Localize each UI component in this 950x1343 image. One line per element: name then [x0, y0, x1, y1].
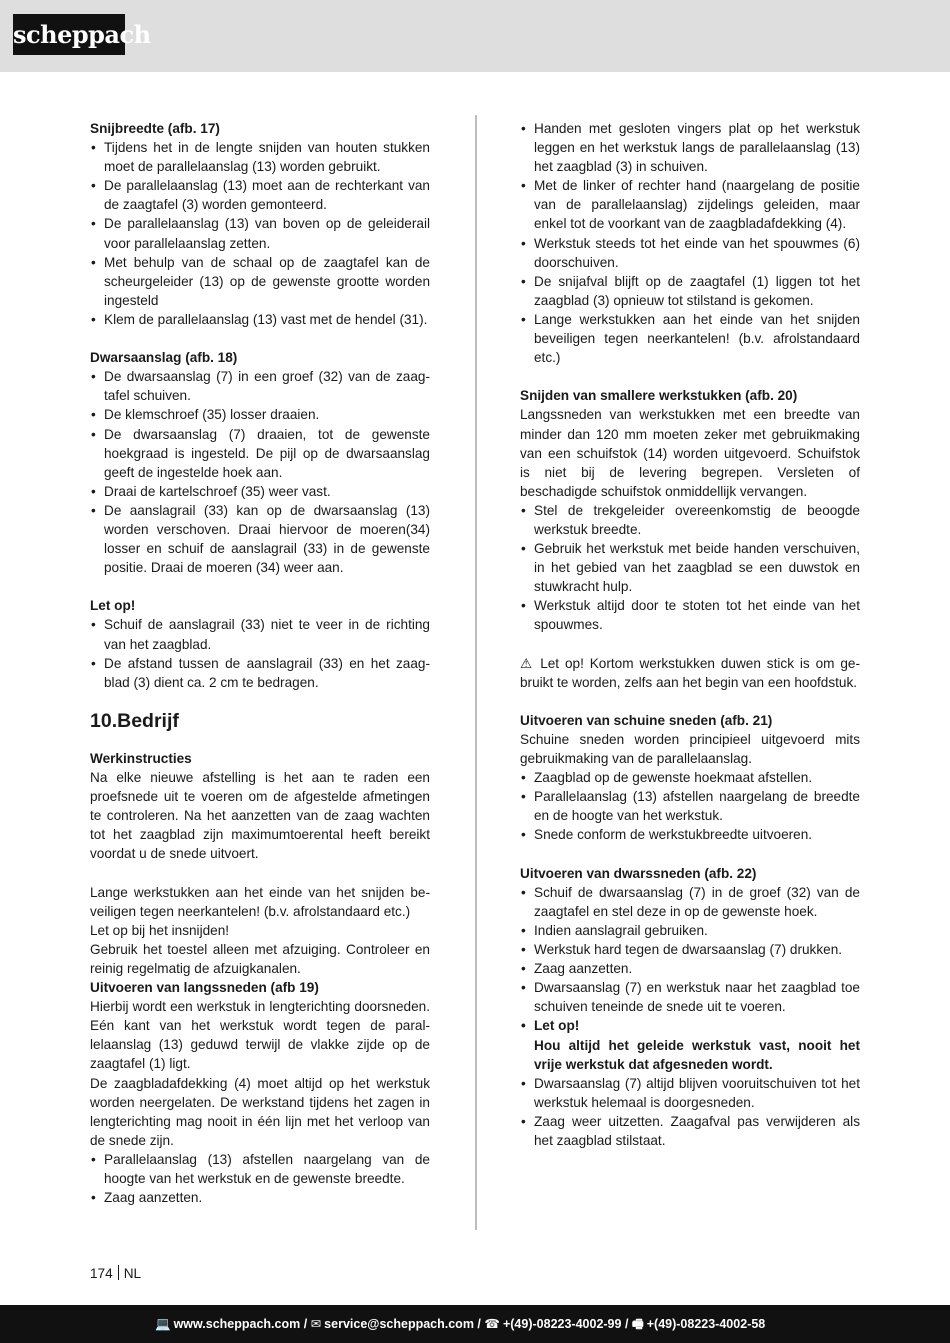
section-title-snijbreedte: Snijbreedte (afb. 17) — [90, 121, 220, 136]
section-title-schuine-sneden: Uitvoeren van schuine sneden (afb. 21) — [520, 712, 773, 728]
footer-separator: / — [624, 1317, 629, 1331]
langssneden-continued-list — [520, 119, 860, 367]
footer-separator: / — [303, 1317, 308, 1331]
list-item: • De dwarsaanslag (7) in een groef (32) van de zaagtafel schuiven. — [90, 367, 430, 405]
list-item: • De aanslagrail (33) kan op de dwarsaanslag (13) worden verschoven. Draai hiervoor de moeren(34) losser en schuif de aanslagrail (33) in de gewenste positie. Draai de moeren (34) weer aan. — [90, 501, 430, 577]
list-item: • Lange werkstukken aan het einde van het snijden beveiligen tegen neerkantelen! (b.v. afrolstandaard etc.) — [520, 310, 860, 367]
chapter-title: Bedrijf — [117, 709, 179, 732]
warning-title: Let op! — [534, 1018, 580, 1034]
left-column — [90, 119, 430, 1207]
section-title-smallere-werkstukken: Snijden van smallere werkstukken (afb. 20) — [520, 388, 798, 404]
let-op-list — [90, 615, 430, 691]
dwarsaanslag-list — [90, 367, 430, 577]
computer-icon: 💻 — [155, 1317, 171, 1331]
email-link[interactable]: service@scheppach.com — [324, 1317, 474, 1331]
list-item: • Met behulp van de schaal op de zaagtafel kan de scheurgeleider (13) op de gewenste grootte worden ingesteld — [90, 253, 430, 310]
list-item: • De afstand tussen de aanslagrail (33) en het zaagblad (3) dient ca. 2 cm te bedragen. — [90, 654, 430, 692]
list-item: • De parallelaanslag (13) van boven op de geleiderail voor parallelaanslag zetten. — [90, 214, 430, 252]
langssneden-list — [90, 1150, 430, 1207]
warning-paragraph — [520, 654, 860, 692]
folio-divider — [118, 1265, 119, 1280]
list-item: • Stel de trekgeleider overeenkomstig de beoogde werkstuk breedte. — [520, 501, 860, 539]
list-item: • Tijdens het in de lengte snijden van houten stukken moet de parallelaanslag (13) worden gebruikt. — [90, 138, 430, 176]
list-item: • De dwarsaanslag (7) draaien, tot de gewenste hoekgraad is ingesteld. De pijl op de dwarsaanslag geeft de ingestelde hoek aan. — [90, 425, 430, 482]
list-item: • De snijafval blijft op de zaagtafel (1) liggen tot het zaagblad (3) opnieuw tot stilstand is gekomen. — [520, 272, 860, 310]
list-item: • Schuif de dwarsaanslag (7) in de groef (32) van de zaagtafel en stel deze in op de gewenste hoek. — [520, 883, 860, 921]
scheppach-logo: scheppach — [13, 14, 125, 55]
section-title-let-op: Let op! — [90, 598, 136, 614]
list-item: • Snede conform de werkstukbreedte uitvoeren. — [520, 825, 860, 844]
fax-icon: 🖷 — [631, 1317, 644, 1331]
paragraph: Na elke nieuwe afstelling is het aan te raden een proefsnede uit te voeren om de afgestelde afmetingen te controleren. Na het aanzetten van de zaag wachten tot het zaagblad zijn maximumtoerental heeft bereikt voordat u de snede uitvoert. — [90, 770, 430, 862]
right-column — [520, 119, 860, 1150]
paragraph: Let op bij het insnijden! — [90, 922, 230, 938]
section-title-werkinstructies: Werkinstructies — [90, 750, 192, 766]
list-item: • Zaag aanzetten. — [90, 1188, 430, 1207]
section-title-dwarsaanslag: Dwarsaanslag (afb. 18) — [90, 350, 238, 366]
phone-icon: ☎ — [484, 1317, 500, 1331]
page-folio — [90, 1264, 141, 1283]
list-item: • Indien aanslagrail gebruiken. — [520, 921, 860, 940]
paragraph: De zaagbladafdekking (4) moet altijd op het werkstuk worden neergelaten. De werkstand tijdens het zagen in lengterichting mag nooit in één lijn met het verloop van de snede zijn. — [90, 1075, 430, 1148]
list-item: • Dwarsaanslag (7) altijd blijven vooruitschuiven tot het werkstuk helemaal is doorgesneden. — [520, 1074, 860, 1112]
fax-number: +(49)-08223-4002-58 — [646, 1317, 766, 1331]
paragraph: Langssneden van werkstukken met een breedte van minder dan 120 mm moeten zeker met gebruikmaking van een schuifstok (14) worden uitgevoerd. Schuifstok is niet bij de levering begrepen. Versleten of beschadigde schuifstok onmiddellijk vervangen. — [520, 407, 860, 499]
section-title-dwarssneden: Uitvoeren van dwarssneden (afb. 22) — [520, 865, 757, 881]
list-item: • Zaag weer uitzetten. Zaagafval pas verwijderen als het zaagblad stilstaat. — [520, 1112, 860, 1150]
list-item: • Zaagblad op de gewenste hoekmaat afstellen. — [520, 768, 860, 787]
mail-icon: ✉ — [310, 1317, 322, 1331]
section-title-langssneden: Uitvoeren van langssneden (afb 19) — [90, 980, 319, 996]
list-item: • Klem de parallelaanslag (13) vast met de hendel (31). — [90, 310, 430, 329]
page-number: 174 — [90, 1266, 113, 1281]
list-item: • Werkstuk steeds tot het einde van het spouwmes (6) doorschuiven. — [520, 234, 860, 272]
list-item-warning — [520, 1016, 860, 1073]
footer-bar — [0, 1305, 950, 1343]
warning-text: Hou altijd het geleide werkstuk vast, nooit het vrije werkstuk dat afgesneden wordt. — [534, 1037, 860, 1072]
list-item: • Met de linker of rechter hand (naargelang de positie van de parallelaanslag) zijdelings geleiden, maar enkel tot de voorkant van de zaagbladafdekking (4). — [520, 176, 860, 233]
website-link[interactable]: www.scheppach.com — [173, 1317, 301, 1331]
footer-separator: / — [477, 1317, 481, 1331]
list-item: • Draai de kartelschroef (35) weer vast. — [90, 482, 430, 501]
list-item: • Parallelaanslag (13) afstellen naargelang de breedte en de hoogte van het werkstuk. — [520, 787, 860, 825]
phone-number[interactable]: +(49)-08223-4002-99 — [502, 1317, 622, 1331]
header-bar — [0, 0, 950, 72]
paragraph: Schuine sneden worden principieel uitgevoerd mits gebruikmaking van de parallelaanslag. — [520, 732, 860, 767]
chapter-number: 10. — [90, 709, 118, 732]
list-item: • Gebruik het werkstuk met beide handen verschuiven, in het gebied van het zaagblad se een duwstok en stuwkracht hulp. — [520, 539, 860, 596]
list-item: • Werkstuk hard tegen de dwarsaanslag (7) drukken. — [520, 940, 860, 959]
dwarssneden-list — [520, 883, 860, 1150]
page-language: NL — [123, 1266, 142, 1281]
paragraph: Lange werkstukken aan het einde van het snijden beveiligen tegen neerkantelen! (b.v. afrolstandaard etc.) — [90, 884, 430, 919]
list-item: • De parallelaanslag (13) moet aan de rechterkant van de zaagtafel (3) worden gemonteerd. — [90, 176, 430, 214]
list-item: • Parallelaanslag (13) afstellen naargelang van de hoogte van het werkstuk en de gewenste breedte. — [90, 1150, 430, 1188]
list-item: • Werkstuk altijd door te stoten tot het einde van het spouwmes. — [520, 596, 860, 634]
snijbreedte-list — [90, 138, 430, 329]
column-divider — [475, 115, 477, 1230]
list-item: • Dwarsaanslag (7) en werkstuk naar het zaagblad toe schuiven teneinde de snede uit te voeren. — [520, 978, 860, 1016]
paragraph: Hierbij wordt een werkstuk in lengterichting doorsneden. Eén kant van het werkstuk wordt tegen de parallelaanslag (13) geduwd terwijl de vlakke zijde op de zaagtafel (1) ligt. — [90, 999, 430, 1072]
smallere-werkstukken-list — [520, 501, 860, 635]
schuine-sneden-list — [520, 768, 860, 844]
list-item: • Schuif de aanslagrail (33) niet te veer in de richting van het zaagblad. — [90, 615, 430, 653]
list-item: • Zaag aanzetten. — [520, 959, 860, 978]
paragraph: Gebruik het toestel alleen met afzuiging. Controleer en reinig regelmatig de afzuigkanalen. — [90, 941, 430, 976]
warning-text: Let op! Kortom werkstukken duwen stick is om gebruikt te worden, zelfs aan het begin van een hoofdstuk. — [520, 655, 860, 690]
list-item: • De klemschroef (35) losser draaien. — [90, 405, 430, 424]
warning-icon: ⚠ — [520, 655, 535, 671]
list-item: • Handen met gesloten vingers plat op het werkstuk leggen en het werkstuk langs de parallelaanslag (13) het zaagblad (3) in schuiven. — [520, 119, 860, 176]
chapter-heading — [90, 711, 430, 749]
footer-contact — [155, 1305, 765, 1343]
